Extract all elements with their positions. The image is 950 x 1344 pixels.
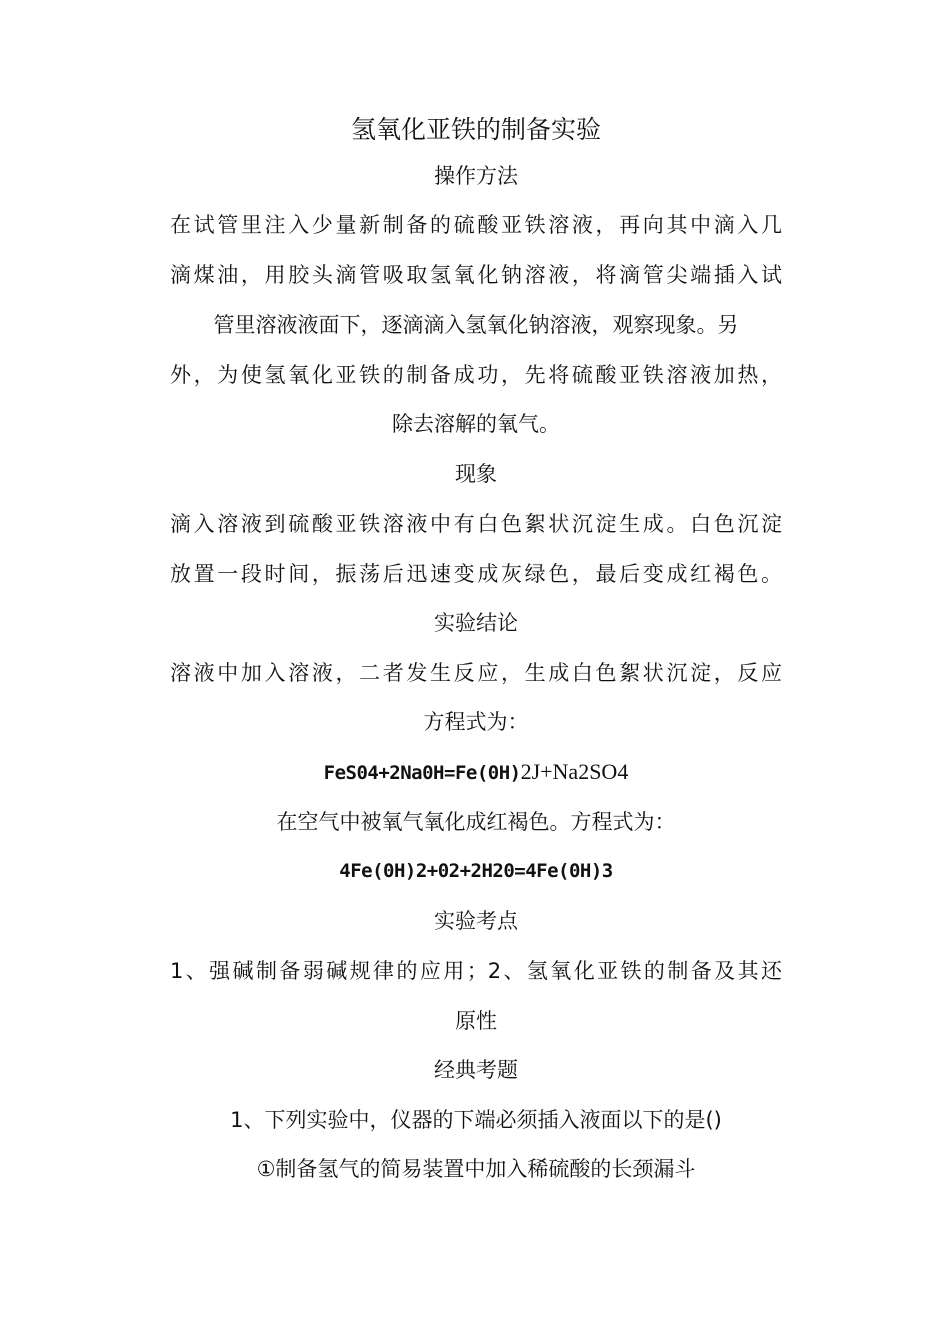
equation-1-part-2: 2J+Na2SO4 (520, 759, 629, 784)
paragraph-line: 1、强碱制备弱碱规律的应用；2、氢氧化亚铁的制备及其还 (170, 959, 782, 983)
paragraph-line: 在空气中被氧气氧化成红褐色。方程式为： (276, 810, 676, 834)
section-heading-method: 操作方法 (434, 164, 518, 188)
paragraph-line: 放置一段时间，振荡后迅速变成灰绿色，最后变成红褐色。 (170, 562, 782, 586)
section-heading-conclusion: 实验结论 (434, 611, 518, 635)
paragraph-line: 在试管里注入少量新制备的硫酸亚铁溶液，再向其中滴入几 (170, 213, 782, 237)
paragraph-line: 外，为使氢氧化亚铁的制备成功，先将硫酸亚铁溶液加热， (170, 363, 782, 387)
equation-1-part-1: FeS04+2Na0H=Fe(0H) (323, 762, 521, 784)
paragraph-line: 滴煤油，用胶头滴管吸取氢氧化钠溶液，将滴管尖端插入试 (170, 263, 782, 287)
question-1: 1、下列实验中，仪器的下端必须插入液面以下的是() (230, 1108, 722, 1132)
chemical-equation-2: 4Fe(0H)2+02+2H20=4Fe(0H)3 (339, 860, 613, 882)
paragraph-line: 除去溶解的氧气。 (392, 412, 560, 436)
section-heading-phenomenon: 现象 (455, 462, 497, 486)
paragraph-line: 滴入溶液到硫酸亚铁溶液中有白色絮状沉淀生成。白色沉淀 (170, 512, 782, 536)
section-heading-classic-questions: 经典考题 (434, 1058, 518, 1082)
question-1-option-1: ①制备氢气的简易装置中加入稀硫酸的长颈漏斗 (256, 1157, 696, 1181)
paragraph-line: 原性 (455, 1009, 497, 1033)
section-heading-exam-points: 实验考点 (434, 909, 518, 933)
paragraph-line: 方程式为： (423, 710, 529, 734)
document-title: 氢氧化亚铁的制备实验 (350, 115, 601, 144)
paragraph-line: 溶液中加入溶液，二者发生反应，生成白色絮状沉淀，反应 (170, 661, 782, 685)
paragraph-line: 管里溶液液面下，逐滴滴入氢氧化钠溶液，观察现象。另 (213, 313, 739, 337)
chemical-equation-1 (170, 757, 782, 788)
